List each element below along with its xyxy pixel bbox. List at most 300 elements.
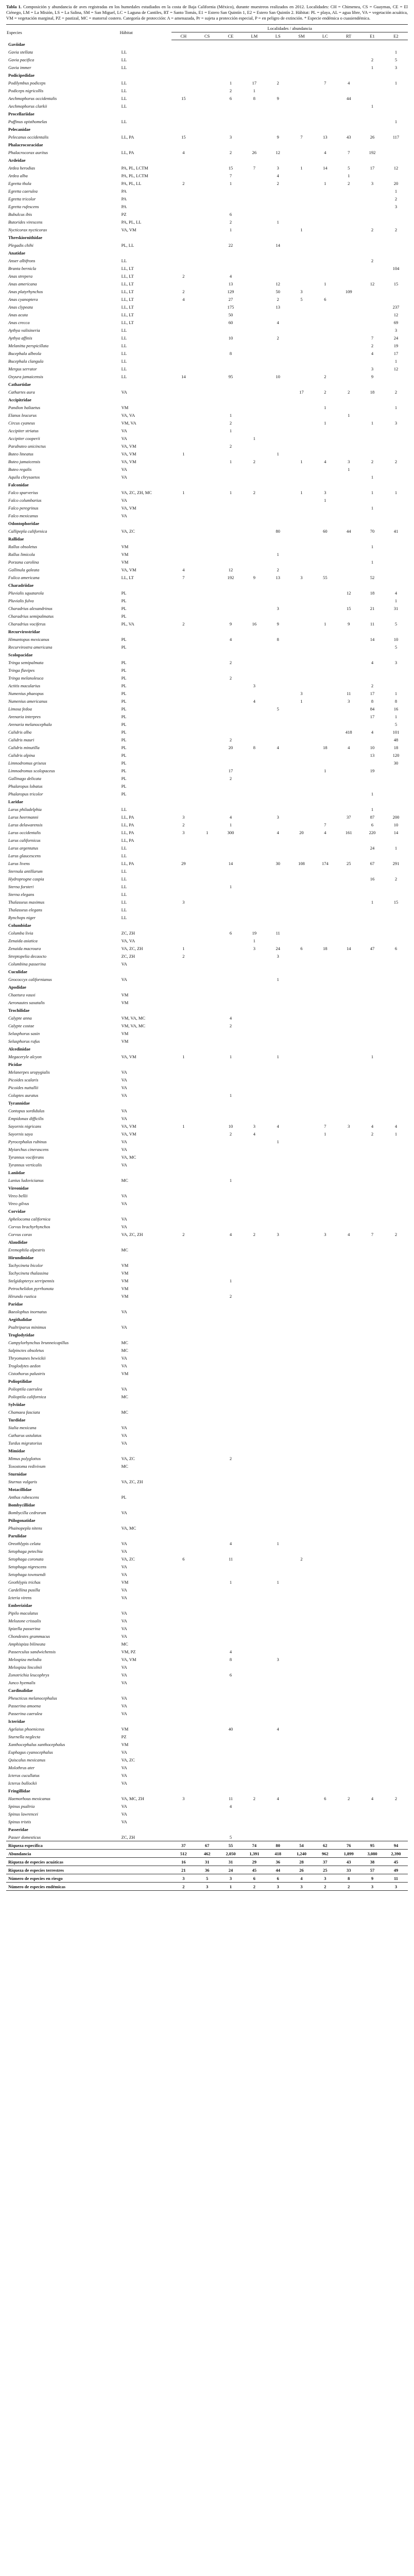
abundance-cell: 20 bbox=[393, 180, 399, 186]
abundance-cell bbox=[313, 1261, 337, 1269]
summary-value: 26 bbox=[290, 1866, 314, 1874]
abundance-cell bbox=[266, 1091, 290, 1099]
abundance-cell bbox=[290, 56, 314, 63]
abundance-cell bbox=[243, 1733, 266, 1740]
abundance-cell bbox=[384, 1655, 408, 1663]
abundance-cell bbox=[313, 1509, 337, 1516]
table-row bbox=[6, 1764, 408, 1771]
abundance-cell: 17 bbox=[370, 165, 375, 171]
abundance-cell bbox=[337, 883, 360, 890]
abundance-cell bbox=[243, 427, 266, 434]
abundance-cell bbox=[195, 674, 219, 682]
abundance-cell bbox=[290, 1277, 314, 1284]
table-row bbox=[6, 751, 408, 759]
abundance-cell: 12 bbox=[370, 281, 375, 286]
abundance-cell bbox=[360, 736, 384, 743]
habitat-cell: MC bbox=[121, 1409, 128, 1415]
abundance-cell bbox=[313, 604, 337, 612]
abundance-cell: 9 bbox=[229, 621, 232, 626]
species-name: Ardea herodias bbox=[8, 165, 36, 171]
habitat-cell: MC bbox=[121, 1340, 128, 1345]
habitat-cell: VM, VA, MC bbox=[121, 1023, 146, 1028]
abundance-cell: 7 bbox=[182, 574, 185, 580]
abundance-cell bbox=[337, 1702, 360, 1709]
abundance-cell: 4 bbox=[277, 173, 279, 178]
species-name: Thalasseus elegans bbox=[8, 907, 42, 912]
abundance-cell bbox=[171, 1702, 195, 1709]
abundance-cell: 4 bbox=[229, 273, 232, 279]
abundance-cell bbox=[219, 782, 243, 790]
abundance-cell bbox=[266, 1323, 290, 1331]
abundance-cell bbox=[243, 1694, 266, 1702]
abundance-cell bbox=[290, 1648, 314, 1655]
habitat-cell: VA bbox=[121, 1432, 127, 1438]
abundance-cell bbox=[171, 1694, 195, 1702]
abundance-cell bbox=[219, 1547, 243, 1555]
table-body bbox=[6, 40, 408, 1891]
table-row bbox=[6, 1369, 408, 1377]
abundance-cell bbox=[195, 241, 219, 249]
table-row bbox=[6, 1771, 408, 1779]
species-name: Stelgidopteryx serripennis bbox=[8, 1278, 55, 1283]
abundance-cell bbox=[266, 1454, 290, 1462]
habitat-cell: PL bbox=[121, 667, 127, 673]
abundance-cell bbox=[171, 457, 195, 465]
abundance-cell bbox=[195, 388, 219, 396]
habitat-cell: LL bbox=[121, 103, 127, 109]
abundance-cell bbox=[266, 682, 290, 689]
table-row bbox=[6, 1694, 408, 1702]
habitat-cell: VM bbox=[121, 1262, 129, 1268]
abundance-cell bbox=[171, 1632, 195, 1640]
table-caption bbox=[6, 4, 408, 21]
abundance-cell: 1 bbox=[394, 80, 398, 86]
species-name: Anser albifrons bbox=[8, 258, 36, 263]
table-row bbox=[6, 1068, 408, 1076]
abundance-cell bbox=[384, 210, 408, 218]
abundance-cell bbox=[266, 589, 290, 597]
table-row bbox=[6, 1578, 408, 1586]
abundance-cell bbox=[266, 342, 290, 349]
abundance-cell bbox=[313, 1022, 337, 1029]
abundance-cell bbox=[384, 1269, 408, 1277]
abundance-cell bbox=[290, 303, 314, 311]
abundance-cell bbox=[171, 512, 195, 519]
abundance-cell bbox=[266, 751, 290, 759]
species-name: Sternula antillarum bbox=[8, 868, 43, 874]
abundance-cell bbox=[195, 357, 219, 365]
abundance-cell bbox=[290, 1122, 314, 1130]
species-name: Puffinus opisthomelas bbox=[8, 118, 47, 124]
abundance-cell bbox=[337, 1145, 360, 1153]
abundance-cell bbox=[219, 1192, 243, 1199]
abundance-cell bbox=[313, 1083, 337, 1091]
abundance-cell: 2 bbox=[371, 1131, 374, 1137]
abundance-cell bbox=[313, 357, 337, 365]
abundance-cell bbox=[313, 589, 337, 597]
abundance-cell bbox=[195, 1709, 219, 1717]
habitat-cell: LL bbox=[121, 49, 127, 55]
summary-value: 6 bbox=[266, 1874, 290, 1883]
abundance-cell: 1 bbox=[371, 544, 374, 549]
table-row bbox=[6, 1655, 408, 1663]
abundance-cell bbox=[243, 1083, 266, 1091]
abundance-cell: 1 bbox=[324, 281, 326, 286]
abundance-cell bbox=[313, 102, 337, 110]
abundance-cell bbox=[266, 1192, 290, 1199]
abundance-cell bbox=[243, 1509, 266, 1516]
species-name: Quiscalus mexicanus bbox=[8, 1757, 46, 1762]
abundance-cell bbox=[266, 890, 290, 898]
abundance-cell bbox=[313, 1053, 337, 1060]
abundance-cell bbox=[243, 187, 266, 195]
habitat-cell: VA bbox=[121, 466, 127, 472]
abundance-cell bbox=[290, 620, 314, 628]
abundance-cell bbox=[290, 496, 314, 504]
summary-label: Abundancia bbox=[6, 1850, 171, 1858]
abundance-cell bbox=[266, 821, 290, 828]
abundance-cell bbox=[290, 821, 314, 828]
summary-value: 21 bbox=[171, 1866, 195, 1874]
abundance-cell bbox=[243, 56, 266, 63]
abundance-cell bbox=[313, 713, 337, 720]
abundance-cell bbox=[219, 1493, 243, 1501]
family-name: Sylviidae bbox=[8, 1401, 26, 1407]
summary-value: 57 bbox=[360, 1866, 384, 1874]
abundance-cell: 13 bbox=[275, 574, 280, 580]
abundance-cell bbox=[290, 465, 314, 473]
abundance-cell bbox=[171, 759, 195, 767]
abundance-cell bbox=[337, 202, 360, 210]
abundance-cell: 104 bbox=[392, 265, 400, 271]
abundance-cell bbox=[171, 1733, 195, 1740]
abundance-cell bbox=[266, 805, 290, 813]
species-name: Callipepla californica bbox=[8, 528, 47, 534]
abundance-cell: 4 bbox=[348, 1231, 350, 1237]
abundance-cell: 2 bbox=[182, 273, 185, 279]
abundance-cell bbox=[171, 705, 195, 713]
abundance-cell: 4 bbox=[277, 319, 279, 325]
abundance-cell bbox=[313, 450, 337, 457]
abundance-cell: 7 bbox=[253, 165, 255, 171]
abundance-cell bbox=[219, 991, 243, 998]
family-row bbox=[6, 1501, 408, 1509]
abundance-cell bbox=[384, 836, 408, 844]
abundance-cell: 41 bbox=[393, 528, 399, 534]
abundance-cell bbox=[360, 450, 384, 457]
table-row bbox=[6, 457, 408, 465]
abundance-cell bbox=[195, 179, 219, 187]
family-row bbox=[6, 1377, 408, 1385]
abundance-cell bbox=[219, 1694, 243, 1702]
abundance-cell: 1 bbox=[229, 489, 232, 495]
abundance-cell bbox=[313, 1586, 337, 1594]
abundance-cell bbox=[313, 1632, 337, 1640]
abundance-cell bbox=[243, 1161, 266, 1168]
abundance-cell bbox=[195, 1509, 219, 1516]
abundance-cell bbox=[313, 1423, 337, 1431]
abundance-cell bbox=[171, 666, 195, 674]
abundance-cell bbox=[360, 906, 384, 913]
species-name: Zenaida macroura bbox=[8, 945, 41, 951]
abundance-cell bbox=[195, 117, 219, 125]
abundance-cell bbox=[337, 1153, 360, 1161]
abundance-cell: 161 bbox=[345, 829, 352, 835]
abundance-cell bbox=[290, 241, 314, 249]
abundance-cell bbox=[266, 187, 290, 195]
abundance-cell: 2 bbox=[348, 389, 350, 395]
abundance-cell bbox=[384, 666, 408, 674]
abundance-cell bbox=[360, 1107, 384, 1114]
abundance-cell bbox=[219, 48, 243, 56]
habitat-cell: LL, PA bbox=[121, 814, 134, 820]
abundance-cell bbox=[195, 883, 219, 890]
abundance-cell bbox=[290, 1215, 314, 1223]
abundance-cell: 1 bbox=[277, 1054, 279, 1059]
family-name: Bombycillidae bbox=[8, 1502, 35, 1507]
abundance-cell: 1 bbox=[229, 822, 232, 827]
abundance-cell: 1 bbox=[348, 173, 350, 178]
abundance-cell bbox=[384, 1586, 408, 1594]
family-name: Pelecanidae bbox=[8, 126, 30, 132]
abundance-cell bbox=[266, 1764, 290, 1771]
abundance-cell bbox=[195, 1609, 219, 1617]
abundance-cell bbox=[195, 759, 219, 767]
abundance-cell bbox=[337, 998, 360, 1006]
species-name: Pluvialis fulva bbox=[8, 598, 34, 603]
abundance-cell bbox=[171, 1277, 195, 1284]
summary-value: 3 bbox=[171, 1874, 195, 1883]
abundance-cell bbox=[290, 1462, 314, 1470]
abundance-cell bbox=[313, 1408, 337, 1416]
abundance-cell bbox=[360, 774, 384, 782]
abundance-cell bbox=[290, 658, 314, 666]
abundance-cell bbox=[384, 1570, 408, 1578]
abundance-cell bbox=[195, 1199, 219, 1207]
abundance-cell bbox=[171, 63, 195, 71]
abundance-cell bbox=[243, 202, 266, 210]
abundance-cell bbox=[313, 1709, 337, 1717]
abundance-cell bbox=[243, 1547, 266, 1555]
abundance-cell bbox=[360, 1114, 384, 1122]
abundance-cell: 26 bbox=[252, 149, 257, 155]
abundance-cell: 9 bbox=[253, 574, 255, 580]
abundance-cell bbox=[313, 48, 337, 56]
table-row bbox=[6, 1114, 408, 1122]
abundance-cell bbox=[290, 1431, 314, 1439]
abundance-cell bbox=[290, 774, 314, 782]
abundance-cell bbox=[266, 852, 290, 859]
abundance-cell bbox=[195, 937, 219, 944]
family-row bbox=[6, 249, 408, 257]
abundance-cell bbox=[360, 937, 384, 944]
abundance-cell bbox=[266, 1617, 290, 1624]
table-row bbox=[6, 1818, 408, 1825]
table-row bbox=[6, 713, 408, 720]
abundance-cell bbox=[171, 1385, 195, 1393]
abundance-cell bbox=[171, 604, 195, 612]
abundance-cell bbox=[290, 720, 314, 728]
abundance-cell bbox=[337, 960, 360, 968]
summary-value: 1,899 bbox=[337, 1850, 360, 1858]
species-name: Anas acuta bbox=[8, 312, 28, 317]
abundance-cell bbox=[219, 589, 243, 597]
table-row bbox=[6, 164, 408, 172]
table-row bbox=[6, 87, 408, 94]
table-row bbox=[6, 767, 408, 774]
table-row bbox=[6, 1122, 408, 1130]
habitat-cell: PA, PL, LCTM bbox=[121, 165, 148, 171]
abundance-cell bbox=[360, 1524, 384, 1532]
abundance-cell bbox=[290, 1632, 314, 1640]
abundance-cell: 1 bbox=[324, 497, 326, 503]
table-row bbox=[6, 488, 408, 496]
abundance-cell: 2 bbox=[229, 1455, 232, 1461]
species-name: Junco hyemalis bbox=[8, 1680, 36, 1685]
abundance-cell bbox=[171, 1223, 195, 1230]
page bbox=[6, 0, 408, 1891]
table-row bbox=[6, 1794, 408, 1802]
abundance-cell bbox=[384, 1029, 408, 1037]
habitat-cell: PL, VA bbox=[121, 621, 134, 626]
summary-value: 11 bbox=[384, 1874, 408, 1883]
abundance-cell bbox=[266, 1555, 290, 1563]
abundance-cell bbox=[195, 1578, 219, 1586]
abundance-cell bbox=[195, 1369, 219, 1377]
summary-value: 33 bbox=[337, 1866, 360, 1874]
abundance-cell bbox=[195, 1346, 219, 1354]
abundance-cell bbox=[384, 1308, 408, 1315]
abundance-cell: 12 bbox=[228, 567, 233, 572]
species-name: Lanius ludovicianus bbox=[8, 1177, 44, 1183]
abundance-cell: 14 bbox=[370, 636, 375, 642]
habitat-cell: VA, VM bbox=[121, 1123, 136, 1129]
abundance-cell bbox=[266, 998, 290, 1006]
abundance-cell: 26 bbox=[370, 134, 375, 140]
abundance-cell bbox=[290, 63, 314, 71]
abundance-cell bbox=[384, 1246, 408, 1253]
summary-label: Riqueza específica bbox=[6, 1841, 171, 1850]
abundance-cell bbox=[384, 852, 408, 859]
abundance-cell bbox=[243, 1107, 266, 1114]
abundance-cell bbox=[171, 1308, 195, 1315]
abundance-cell bbox=[313, 782, 337, 790]
abundance-cell bbox=[195, 1338, 219, 1346]
abundance-cell bbox=[290, 1161, 314, 1168]
abundance-cell bbox=[360, 612, 384, 620]
abundance-cell: 2 bbox=[253, 1795, 255, 1801]
habitat-cell: LL, PA bbox=[121, 860, 134, 866]
family-name: Scolopacidae bbox=[8, 652, 33, 657]
abundance-cell: 2 bbox=[229, 1293, 232, 1299]
abundance-cell bbox=[290, 1802, 314, 1810]
abundance-cell bbox=[313, 311, 337, 318]
abundance-cell bbox=[384, 1215, 408, 1223]
abundance-cell bbox=[219, 117, 243, 125]
abundance-cell: 6 bbox=[324, 296, 326, 302]
abundance-cell bbox=[384, 287, 408, 295]
habitat-cell: VA bbox=[121, 1819, 127, 1824]
habitat-cell: VA, ZC bbox=[121, 528, 135, 534]
table-row bbox=[6, 658, 408, 666]
abundance-cell bbox=[171, 1423, 195, 1431]
abundance-cell bbox=[195, 573, 219, 581]
table-row bbox=[6, 1138, 408, 1145]
abundance-cell bbox=[384, 94, 408, 102]
abundance-cell bbox=[290, 1702, 314, 1709]
abundance-cell: 1 bbox=[300, 227, 303, 232]
abundance-cell bbox=[290, 674, 314, 682]
abundance-cell bbox=[290, 1818, 314, 1825]
abundance-cell bbox=[313, 1764, 337, 1771]
abundance-cell bbox=[195, 813, 219, 821]
family-row bbox=[6, 1532, 408, 1539]
abundance-cell bbox=[219, 643, 243, 651]
habitat-cell: LL bbox=[121, 876, 127, 882]
habitat-cell: LL bbox=[121, 350, 127, 356]
abundance-cell bbox=[384, 1462, 408, 1470]
abundance-cell bbox=[266, 1624, 290, 1632]
abundance-cell bbox=[313, 1107, 337, 1114]
abundance-cell bbox=[290, 179, 314, 187]
summary-value: 6 bbox=[243, 1874, 266, 1883]
table-row bbox=[6, 357, 408, 365]
abundance-cell bbox=[266, 403, 290, 411]
abundance-cell: 18 bbox=[393, 744, 399, 750]
abundance-cell: 4 bbox=[324, 149, 326, 155]
abundance-cell bbox=[337, 117, 360, 125]
summary-value: 67 bbox=[195, 1841, 219, 1850]
abundance-cell bbox=[266, 1369, 290, 1377]
abundance-cell bbox=[195, 1733, 219, 1740]
species-name: Rynchops niger bbox=[8, 914, 36, 920]
abundance-cell bbox=[171, 172, 195, 179]
abundance-cell bbox=[360, 1740, 384, 1748]
abundance-cell bbox=[290, 1269, 314, 1277]
habitat-cell: LL bbox=[121, 118, 127, 124]
abundance-cell bbox=[195, 1694, 219, 1702]
abundance-cell bbox=[337, 913, 360, 921]
abundance-cell bbox=[219, 1478, 243, 1485]
abundance-cell bbox=[313, 1802, 337, 1810]
abundance-cell bbox=[313, 1199, 337, 1207]
abundance-cell bbox=[384, 1153, 408, 1161]
species-name: Mergus serrator bbox=[8, 366, 37, 371]
abundance-cell bbox=[195, 929, 219, 937]
abundance-cell bbox=[219, 1346, 243, 1354]
table-row bbox=[6, 875, 408, 883]
abundance-cell bbox=[219, 597, 243, 604]
species-name: Arenaria interpres bbox=[8, 714, 41, 719]
abundance-cell bbox=[337, 1478, 360, 1485]
family-name: Odontophoridae bbox=[8, 520, 39, 526]
habitat-cell: VA bbox=[121, 1595, 127, 1600]
abundance-cell: 1 bbox=[277, 976, 279, 982]
family-name: Mimidae bbox=[8, 1448, 25, 1453]
abundance-cell bbox=[243, 1246, 266, 1253]
abundance-cell: 117 bbox=[392, 134, 400, 140]
species-name: Limnodromus griseus bbox=[8, 760, 46, 766]
abundance-cell bbox=[243, 597, 266, 604]
abundance-cell bbox=[337, 1617, 360, 1624]
abundance-cell bbox=[290, 202, 314, 210]
table-row bbox=[6, 952, 408, 960]
abundance-cell bbox=[384, 998, 408, 1006]
family-row bbox=[6, 1601, 408, 1609]
abundance-cell bbox=[195, 1076, 219, 1083]
abundance-cell bbox=[337, 844, 360, 852]
abundance-cell bbox=[219, 875, 243, 883]
